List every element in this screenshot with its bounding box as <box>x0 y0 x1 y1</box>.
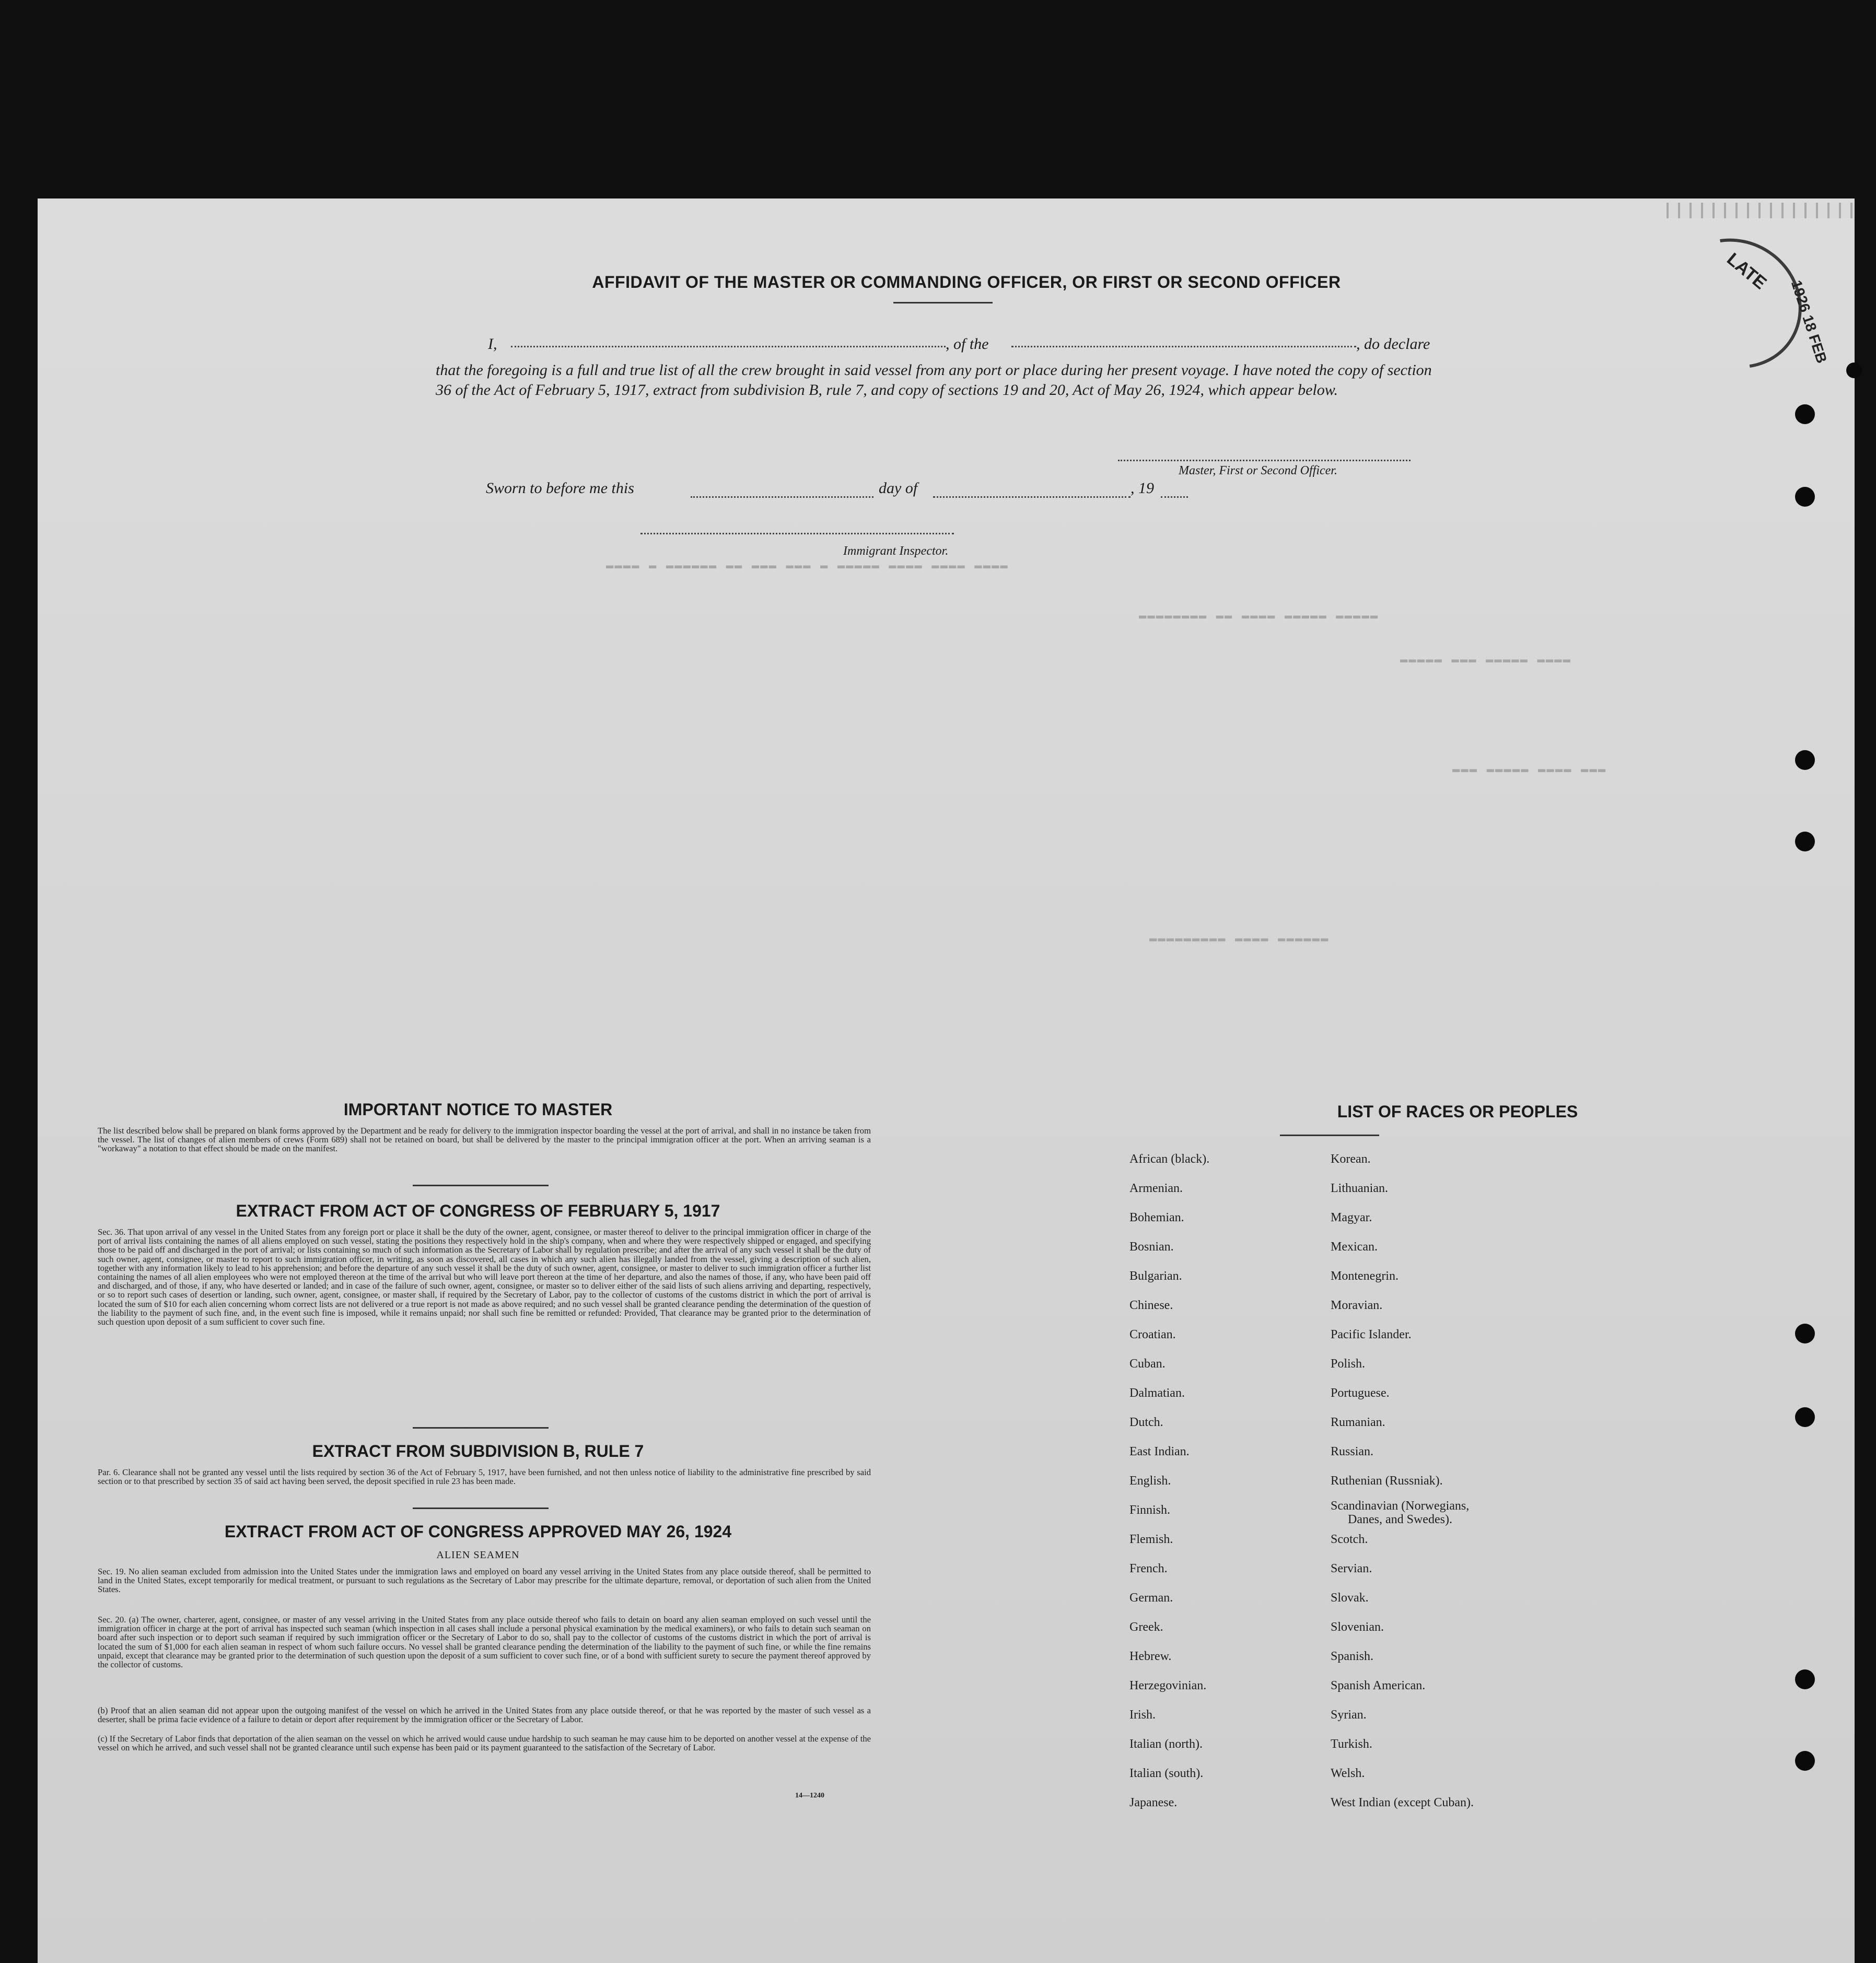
race-item: Turkish. <box>1331 1737 1372 1751</box>
race-item: Spanish American. <box>1331 1679 1426 1692</box>
section-rule <box>413 1427 549 1429</box>
binder-hole <box>1795 832 1815 851</box>
race-item: Dalmatian. <box>1129 1386 1185 1400</box>
binder-hole <box>1795 1751 1815 1771</box>
torn-corner <box>1667 203 1855 218</box>
bleed-through-marks: ▬▬▬ ▬▬▬▬▬ ▬▬▬▬ ▬▬▬ <box>1452 763 1607 777</box>
race-item: Korean. <box>1331 1152 1371 1166</box>
extract-1917-text: Sec. 36. That upon arrival of any vessel in the United States from any foreign port or place it shall be the duty of the owner, agent, consignee, or master thereof to deliver to the principal immigration officer in charge of the port of arrival lists containing the names of all aliens employed on such vessel, stating the positions they respectively hold in the ship's company, when and where they were respectively shipped or engaged, and specifying those to be paid off and discharged in the port of arrival; or lists containing so much of such information as the Secretary of Labor shall by regulation prescribe; and after the arrival of any such vessel it shall be the duty of such owner, agent, consignee, or master to report to such immigration officer, in writing, as soon as discovered, all cases in which any such alien has illegally landed from the vessel, giving a description of such alien, together with any information likely to lead to his apprehension; and before the departure of any such vessel it shall be the duty of such owner, agent, consignee, or master to deliver to such immigration officer a further list containing the names of all alien employees who were not employed thereon at the time of the arrival but who will leave port thereon at the time of her departure, and also the names of those, if any, who have been paid off and discharged, and of those, if any, who have deserted or landed; and in case of the failure of such owner, agent, consignee, or master so to deliver either of the said lists of such aliens arriving and departing, respectively, or so to report such cases of desertion or landing, such owner, agent, consignee, or master shall, if required by the Secretary of Labor, pay to the collector of customs of the customs district in which the port of arrival is located the sum of $10 for each alien concerning whom correct lists are not delivered or a true report is not made as above required; and no such vessel shall be granted clearance pending the determination of the question of the liability to the payment of such fine, and, in the event such fine is imposed, while it remains unpaid; nor shall such fine be remitted or refunded: Provided, That clearance may be granted prior to the determination of such question upon deposit of a sum sufficient to cover such fine. <box>98 1227 871 1327</box>
affidavit-title: AFFIDAVIT OF THE MASTER OR COMMANDING OFFICER, OR FIRST OR SECOND OFFICER <box>592 273 1341 291</box>
race-item: Armenian. <box>1129 1182 1183 1195</box>
race-item: Scotch. <box>1331 1533 1368 1546</box>
binder-hole <box>1846 363 1862 378</box>
declarant-name-blank[interactable] <box>511 346 946 347</box>
race-item: English. <box>1129 1474 1171 1488</box>
race-item: Montenegrin. <box>1331 1269 1399 1283</box>
vessel-name-blank[interactable] <box>1011 346 1356 347</box>
year-label: , 19 <box>1131 480 1154 497</box>
sworn-label: Sworn to before me this <box>486 480 634 497</box>
bleed-through-marks: ▬▬▬▬▬ ▬▬▬ ▬▬▬▬▬ ▬▬▬▬ <box>1400 653 1572 667</box>
binder-hole <box>1795 1669 1815 1689</box>
race-item: Servian. <box>1331 1562 1372 1575</box>
stamp-text: LATE <box>1723 249 1770 294</box>
race-item: French. <box>1129 1562 1168 1575</box>
bleed-through-marks: ▬▬▬▬▬▬▬▬ ▬▬ ▬▬▬▬ ▬▬▬▬▬ ▬▬▬▬▬ <box>1139 609 1379 623</box>
race-item: Russian. <box>1331 1445 1374 1458</box>
master-caption: Master, First or Second Officer. <box>1179 464 1337 477</box>
race-item: Slovenian. <box>1331 1620 1384 1634</box>
day-of-label: day of <box>879 480 918 497</box>
race-item: Bosnian. <box>1129 1240 1174 1254</box>
race-item: Welsh. <box>1331 1767 1365 1780</box>
inspector-signature-blank[interactable] <box>640 533 954 534</box>
race-item: Pacific Islander. <box>1331 1328 1412 1341</box>
master-signature-blank[interactable] <box>1118 460 1411 461</box>
section-rule <box>413 1185 549 1186</box>
race-item: Japanese. <box>1129 1796 1178 1809</box>
race-item: Italian (north). <box>1129 1737 1203 1751</box>
race-item: Mexican. <box>1331 1240 1378 1254</box>
race-item: Polish. <box>1331 1357 1366 1371</box>
race-item: Italian (south). <box>1129 1767 1204 1780</box>
sec20a-text: Sec. 20. (a) The owner, charterer, agent, consignee, or master of any vessel arriving in the United States from any place outside thereof who fails to detain on board any alien seaman employed on such vessel until the immigration officer in charge at the port of arrival has inspected such seaman (which inspection in all cases shall include a personal physical examination by the medical examiners), or who fails to detain such seaman on board after such inspection or to deport such seaman if required by such immigration officer or the Secretary of Labor to do so, shall pay to the collector of customs of the customs district in which the port of arrival is located the sum of $1,000 for each alien seaman in respect of whom such failure occurs. No vessel shall be granted clearance pending the determination of the liability to the payment of such fine, or while the fine remains unpaid, except that clearance may be granted prior to the determination of such question upon the deposit of a sum sufficient to cover such fine, or of a bond with sufficient surety to secure the payment thereof approved by the collector of customs. <box>98 1615 871 1670</box>
race-item: Dutch. <box>1129 1416 1163 1429</box>
race-item: African (black). <box>1129 1152 1210 1166</box>
race-item: Chinese. <box>1129 1299 1173 1312</box>
sworn-month-blank[interactable] <box>933 496 1131 498</box>
binder-hole <box>1795 404 1815 424</box>
race-item: German. <box>1129 1591 1173 1605</box>
document-page <box>38 198 1855 1963</box>
races-title: LIST OF RACES OR PEOPLES <box>1337 1102 1578 1121</box>
race-item: East Indian. <box>1129 1445 1190 1458</box>
race-item: Ruthenian (Russniak). <box>1331 1474 1443 1488</box>
alien-seamen-subtitle: ALIEN SEAMEN <box>436 1549 520 1561</box>
race-item: Spanish. <box>1331 1650 1374 1663</box>
sec20b-text: (b) Proof that an alien seaman did not appear upon the outgoing manifest of the vessel on which he arrived in the United States from any place outside thereof, or that he was reported by the master of such vessel as a deserter, shall be prima facie evidence of a failure to detain or deport after requirement by the immigration officer or the Secretary of Labor. <box>98 1705 871 1725</box>
binder-hole <box>1795 1324 1815 1343</box>
sec19-text: Sec. 19. No alien seaman excluded from admission into the United States under the immigration laws and employed on board any vessel arriving in the United States from any place outside thereof, shall be permitted to land in the United States, except temporarily for medical treatment, or pursuant to such regulations as the Secretary of Labor may prescribe for the ultimate departure, removal, or deportation of such alien from the United States. <box>98 1567 871 1595</box>
race-item: Moravian. <box>1331 1299 1383 1312</box>
bleed-through-marks: ▬▬▬▬ ▬ ▬▬▬▬▬▬ ▬▬ ▬▬▬ ▬▬▬ ▬ ▬▬▬▬▬ ▬▬▬▬ ▬▬▬▬ ▬▬▬▬ <box>606 559 1009 573</box>
binder-hole <box>1795 1407 1815 1427</box>
title-rule <box>1280 1135 1379 1136</box>
vessel-of-label: , of the <box>946 335 989 353</box>
race-item: Syrian. <box>1331 1708 1367 1722</box>
race-item: Herzegovinian. <box>1129 1679 1207 1692</box>
race-item: Finnish. <box>1129 1503 1171 1517</box>
extract-1924-title: EXTRACT FROM ACT OF CONGRESS APPROVED MAY 26, 1924 <box>224 1522 732 1541</box>
sec20c-text: (c) If the Secretary of Labor finds that deportation of the alien seaman on the vessel on which he arrived would cause undue hardship to such seaman he may cause him to be deported on another vessel at the expense of the vessel on which he arrived, and such vessel shall not be granted clearance until such expense has been paid or its payment guaranteed to the satisfaction of the Secretary of Labor. <box>98 1734 871 1753</box>
declarant-prefix: I, <box>488 335 497 353</box>
race-item: Slovak. <box>1331 1591 1369 1605</box>
race-item: Hebrew. <box>1129 1650 1172 1663</box>
race-item: Rumanian. <box>1331 1416 1385 1429</box>
declare-label: , do declare <box>1356 335 1430 353</box>
race-item-continuation: Danes, and Swedes). <box>1348 1513 1452 1526</box>
race-item: Portuguese. <box>1331 1386 1390 1400</box>
race-item: Cuban. <box>1129 1357 1166 1371</box>
race-item: Croatian. <box>1129 1328 1176 1341</box>
form-number: 14—1240 <box>795 1792 824 1800</box>
race-item: Magyar. <box>1331 1211 1372 1224</box>
inspector-caption: Immigrant Inspector. <box>843 544 949 558</box>
race-item: Bulgarian. <box>1129 1269 1182 1283</box>
stamp-date: 1926 18 FEB <box>1788 278 1831 366</box>
bleed-through-marks: ▬▬▬▬▬▬▬▬▬ ▬▬▬▬ ▬▬▬▬▬▬ <box>1149 932 1330 946</box>
rule7-title: EXTRACT FROM SUBDIVISION B, RULE 7 <box>312 1442 644 1460</box>
sworn-year-blank[interactable] <box>1161 496 1188 498</box>
sworn-day-blank[interactable] <box>691 496 873 498</box>
race-item: Bohemian. <box>1129 1211 1184 1224</box>
affidavit-body: that the foregoing is a full and true list of all the crew brought in said vessel from any port or place during her present voyage. I have noted the copy of section 36 of the Act of February 5, 1917, extract from subdivision B, rule 7, and copy of sections 19 and 20, Act of May 26, 1924, which appear below. <box>436 361 1432 399</box>
binder-hole <box>1795 487 1815 507</box>
notice-title: IMPORTANT NOTICE TO MASTER <box>343 1100 613 1119</box>
race-item: West Indian (except Cuban). <box>1331 1796 1474 1809</box>
race-item: Scandinavian (Norwegians, <box>1331 1499 1470 1513</box>
rule7-text: Par. 6. Clearance shall not be granted any vessel until the lists required by section 36 of the Act of February 5, 1917, have been furnished, and not then unless notice of liability to the administrative fine prescribed by said section or to that prescribed by section 35 of said act having been served, the deposit specified in rule 23 has been made. <box>98 1467 871 1487</box>
binder-hole <box>1795 750 1815 770</box>
race-item: Lithuanian. <box>1331 1182 1388 1195</box>
extract-1917-title: EXTRACT FROM ACT OF CONGRESS OF FEBRUARY 5, 1917 <box>236 1201 720 1220</box>
title-rule <box>893 302 993 303</box>
race-item: Greek. <box>1129 1620 1163 1634</box>
race-item: Irish. <box>1129 1708 1156 1722</box>
section-rule <box>413 1508 549 1509</box>
race-item: Flemish. <box>1129 1533 1173 1546</box>
notice-text: The list described below shall be prepared on blank forms approved by the Department and be ready for delivery to the immigration inspector boarding the vessel at the port of arrival, and shall in no instance be taken from the vessel. The list of changes of alien members of crews (Form 689) shall not be retained on board, but shall be delivered by the master to the principal immigration officer at the port. When an arriving seaman is a "workaway" a notation to that effect should be made on the manifest. <box>98 1126 871 1154</box>
